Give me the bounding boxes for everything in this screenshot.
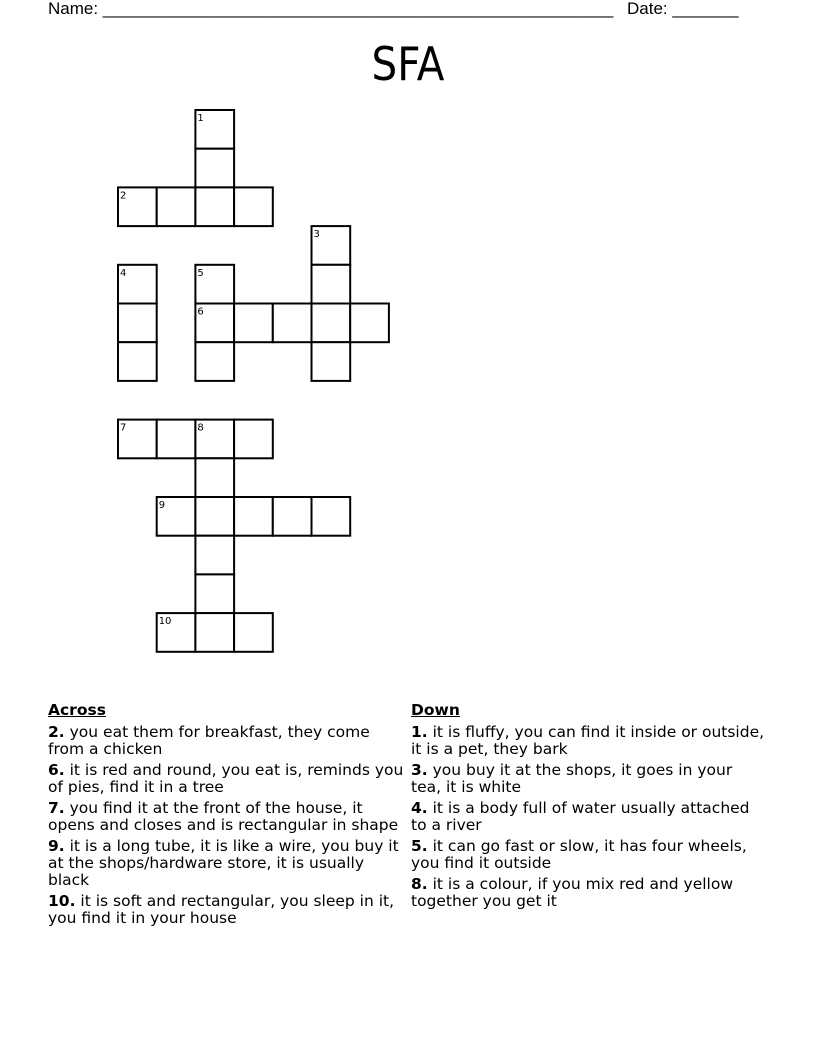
clue-text: it is fluffy, you can find it inside or outside, it is a pet, they bark [411, 723, 765, 758]
across-clue [48, 893, 404, 927]
clue-text: it is a body full of water usually attached to a river [411, 799, 750, 834]
grid-cell[interactable] [195, 458, 234, 497]
down-clue [411, 724, 767, 758]
grid-cell[interactable] [312, 304, 351, 343]
clue-number: 4. [411, 799, 428, 817]
down-heading: Down [411, 701, 460, 719]
page-title: SFA [371, 37, 445, 91]
grid-cell[interactable] [234, 187, 273, 226]
grid-cell[interactable] [234, 304, 273, 343]
clue-number-label: 8 [197, 422, 204, 434]
clue-number-label: 5 [197, 267, 204, 279]
down-clue [411, 876, 767, 910]
grid-cell[interactable] [312, 342, 351, 381]
across-clue [48, 724, 404, 758]
clue-number-label: 6 [197, 306, 204, 318]
down-clue [411, 800, 767, 834]
clue-number: 2. [48, 723, 65, 741]
clue-number-label: 4 [120, 267, 127, 279]
clue-text: you find it at the front of the house, it opens and closes and is rectangular in shape [48, 799, 399, 834]
clue-text: you eat them for breakfast, they come from a chicken [48, 723, 370, 758]
grid-cell[interactable] [195, 574, 234, 613]
grid-cell[interactable] [273, 304, 312, 343]
grid-cell[interactable] [350, 304, 389, 343]
clue-number-label: 7 [120, 422, 127, 434]
clue-number-label: 10 [158, 616, 172, 628]
grid-cell[interactable] [157, 187, 196, 226]
across-clue [48, 762, 404, 796]
clue-number: 6. [48, 761, 65, 779]
grid-cell[interactable] [195, 497, 234, 536]
clue-number: 3. [411, 761, 428, 779]
grid-cell[interactable] [234, 613, 273, 652]
grid-cell[interactable] [195, 187, 234, 226]
clue-text: it is soft and rectangular, you sleep in it, you find it in your house [48, 892, 395, 927]
grid-cell[interactable] [195, 613, 234, 652]
clue-number: 8. [411, 875, 428, 893]
clue-text: it is a long tube, it is like a wire, you buy it at the shops/hardware store, it is usually black [48, 837, 399, 889]
clue-text: you buy it at the shops, it goes in your tea, it is white [411, 761, 733, 796]
clue-number: 5. [411, 837, 428, 855]
clue-text: it is red and round, you eat is, reminds you of pies, find it in a tree [48, 761, 404, 796]
down-clue [411, 762, 767, 796]
date-field-label: Date: _______ [627, 0, 739, 18]
grid-cell[interactable] [195, 149, 234, 188]
down-clue [411, 838, 767, 872]
clue-number: 1. [411, 723, 428, 741]
clue-number-label: 1 [197, 113, 204, 124]
grid-cell[interactable] [195, 342, 234, 381]
across-clues [48, 702, 404, 931]
clue-text: it is a colour, if you mix red and yellow together you get it [411, 875, 734, 910]
down-clues [411, 702, 767, 914]
grid-cell[interactable] [157, 420, 196, 459]
grid-cell[interactable] [273, 497, 312, 536]
grid-cell[interactable] [312, 497, 351, 536]
grid-cell[interactable] [118, 342, 157, 381]
grid-cell[interactable] [234, 497, 273, 536]
clue-number-label: 9 [158, 500, 166, 511]
grid-cell[interactable] [118, 304, 157, 343]
clue-number-label: 2 [120, 190, 127, 202]
clue-number: 9. [48, 837, 65, 855]
across-heading: Across [48, 701, 106, 719]
grid-cell[interactable] [234, 420, 273, 459]
across-clue [48, 838, 404, 889]
clue-number: 10. [48, 892, 76, 910]
clue-number-label: 3 [313, 229, 320, 241]
grid-cell[interactable] [195, 536, 234, 575]
name-field-label: Name: ______________________________________________________ [48, 0, 614, 18]
clue-text: it can go fast or slow, it has four wheels, you find it outside [411, 837, 747, 872]
across-clue [48, 800, 404, 834]
clue-number: 7. [48, 799, 65, 817]
grid-cell[interactable] [312, 265, 351, 304]
